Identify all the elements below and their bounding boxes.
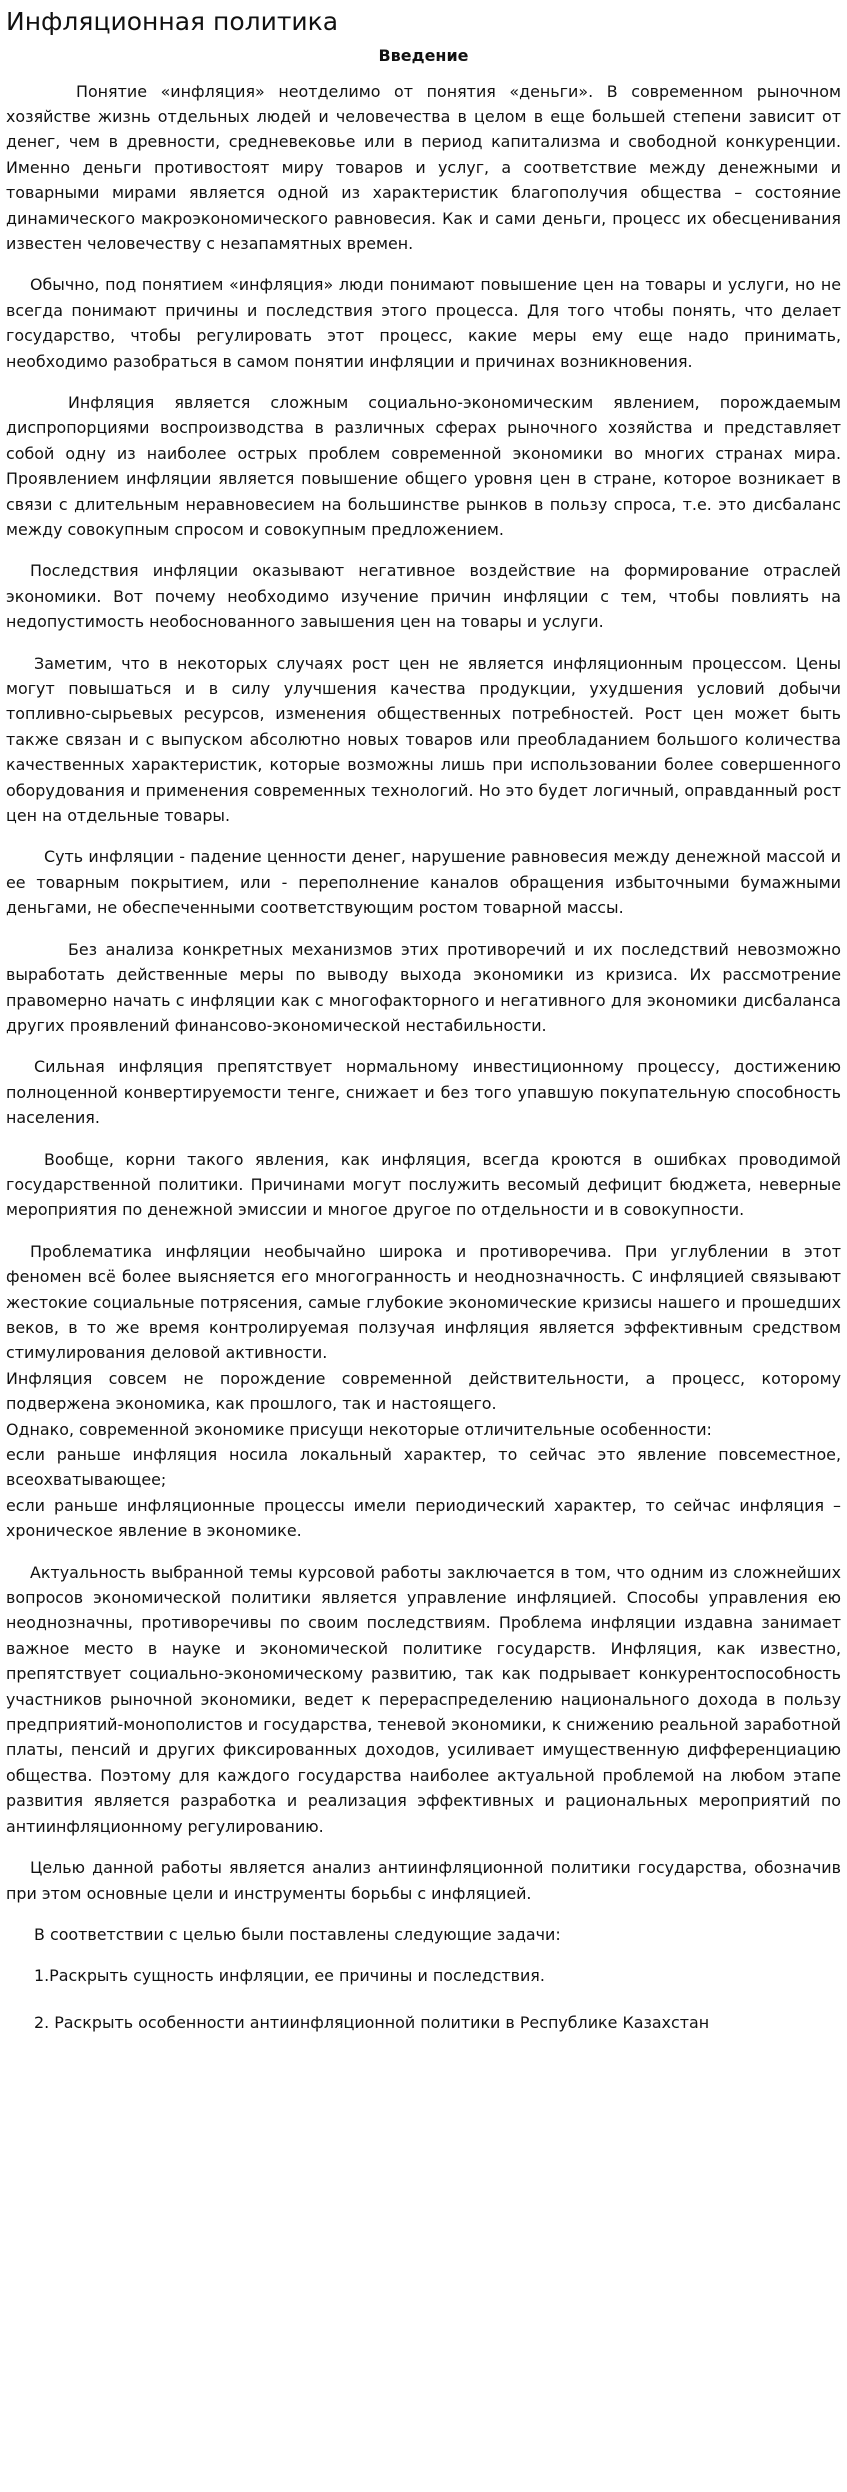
section-heading-introduction: Введение — [378, 45, 469, 65]
paragraph-usual-understanding: Обычно, под понятием «инфляция» люди понимают повышение цен на товары и услуги, но не всегда понимают причины и последствия этого процесса. Для того чтобы понять, что делает государство, чтобы регулировать этот процесс, какие меры ему еще надо принимать, необходимо разобраться в самом понятии инфляции и причинах возникновения. — [6, 275, 841, 371]
document-title: Инфляционная политика — [6, 7, 339, 36]
paragraph-tasks-intro: В соответствии с целью были поставлены следующие задачи: — [34, 1924, 561, 1944]
paragraph-strong-inflation: Сильная инфляция препятствует нормальному инвестиционному процессу, достижению полноценной конвертируемости тенге, снижает и без того упавшую покупательную способность населения. — [6, 1057, 841, 1128]
paragraph-essence: Суть инфляции - падение ценности денег, нарушение равновесия между денежной массой и ее товарным покрытием, или - переполнение каналов обращения избыточными бумажными деньгами, не обеспеченными соответствующим ростом товарной массы. — [6, 847, 841, 918]
paragraph-price-growth: Заметим, что в некоторых случаях рост цен не является инфляционным процессом. Цены могут повышаться и в силу улучшения качества продукции, ухудшения условий добычи топливно-сырьевых ресурсов, изменения общественных потребностей. Рост цен может быть также связан и с выпуском абсолютно новых товаров или преобладанием большого количества качественных характеристик, которые возможны лишь при использовании более совершенного оборудования и применения современных технологий. Но это будет логичный, оправданный рост цен на отдельные товары. — [6, 653, 841, 826]
paragraph-relevance: Актуальность выбранной темы курсовой работы заключается в том, что одним из сложнейших вопросов экономической политики является управление инфляцией. Способы управления ею неоднозначны, противоречивы по своим последствиям. Проблема инфляции издавна занимает важное место в науке и экономической политике государств. Инфляция, как известно, препятствует социально-экономическому развитию, так как подрывает конкурентоспособность участников рыночной экономики, ведет к перераспределению национального дохода в пользу предприятий-монополистов и государства, теневой экономики, к снижению реальной заработной платы, пенсий и других фиксированных доходов, усиливает имущественную дифференциацию общества. Поэтому для каждого государства наиболее актуальной проблемой на любом этапе развития является разработка и реализация эффективных и рациональных мероприятий по антиинфляционному регулированию. — [6, 1562, 841, 1836]
paragraph-analysis: Без анализа конкретных механизмов этих противоречий и их последствий невозможно выработать действенные меры по выводу выхода экономики из кризиса. Их рассмотрение правомерно начать с инфляции как с многофакторного и негативного для экономики дисбаланса других проявлений финансово-экономической нестабильности. — [6, 939, 841, 1035]
paragraph-inflation-definition: Инфляция является сложным социально-экономическим явлением, порождаемым диспропорциями воспроизводства в различных сферах рыночного хозяйства и представляет собой одну из наиболее острых проблем современной экономики во многих странах мира. Проявлением инфляции является повышение общего уровня цен в стране, которое возникает в связи с длительным неравновесием на большинстве рынков в пользу спроса, т.е. это дисбаланс между совокупным спросом и совокупным предложением. — [6, 392, 841, 539]
paragraph-inflation-money: Понятие «инфляция» неотделимо от понятия «деньги». В современном рыночном хозяйстве жизнь отдельных людей и человечества в целом в еще большей степени зависит от денег, чем в древности, средневековье или в период капитализма и свободной конкуренции. Именно деньги противостоят миру товаров и услуг, а соответствие между денежными и товарными мирами является одной из характеристик благополучия общества – состояние динамического макроэкономического равновесия. Как и сами деньги, процесс их обесценивания известен человечеству с незапамятных времен. — [6, 81, 841, 253]
paragraph-problematics: Проблематика инфляции необычайно широка и противоречива. При углублении в этот феномен всё более выясняется его многогранность и неоднозначность. С инфляцией связывают жестокие социальные потрясения, самые глубокие экономические кризисы нашего и прошедших веков, в то же время контролируемая ползучая инфляция является эффективным средством стимулирования деловой активности. — [6, 1241, 841, 1363]
paragraph-feature-chronic: если раньше инфляционные процессы имели периодический характер, то сейчас инфляция – хроническое явление в экономике. — [6, 1495, 841, 1541]
paragraph-consequences: Последствия инфляции оказывают негативное воздействие на формирование отраслей экономики. Вот почему необходимо изучение причин инфляции с тем, чтобы повлиять на недопустимость необоснованного завышения цен на товары и услуги. — [6, 561, 841, 632]
paragraph-feature-local: если раньше инфляция носила локальный характер, то сейчас это явление повсеместное, всеохватывающее; — [6, 1445, 841, 1490]
paragraph-not-modern: Инфляция совсем не порождение современной действительности, а процесс, которому подвержена экономика, как прошлого, так и настоящего. — [6, 1368, 841, 1414]
paragraph-features-intro: Однако, современной экономике присущи некоторые отличительные особенности: — [6, 1419, 712, 1439]
task-item-2: 2. Раскрыть особенности антиинфляционной политики в Республике Казахстан — [34, 2013, 710, 2033]
paragraph-roots: Вообще, корни такого явления, как инфляция, всегда кроются в ошибках проводимой государственной политики. Причинами могут послужить весомый дефицит бюджета, неверные мероприятия по денежной эмиссии и многое другое по отдельности и в совокупности. — [6, 1149, 841, 1220]
paragraph-goal: Целью данной работы является анализ антиинфляционной политики государства, обозначив при этом основные цели и инструменты борьбы с инфляцией. — [6, 1858, 841, 1903]
task-item-1: 1.Раскрыть сущность инфляции, ее причины и последствия. — [34, 1966, 545, 1986]
